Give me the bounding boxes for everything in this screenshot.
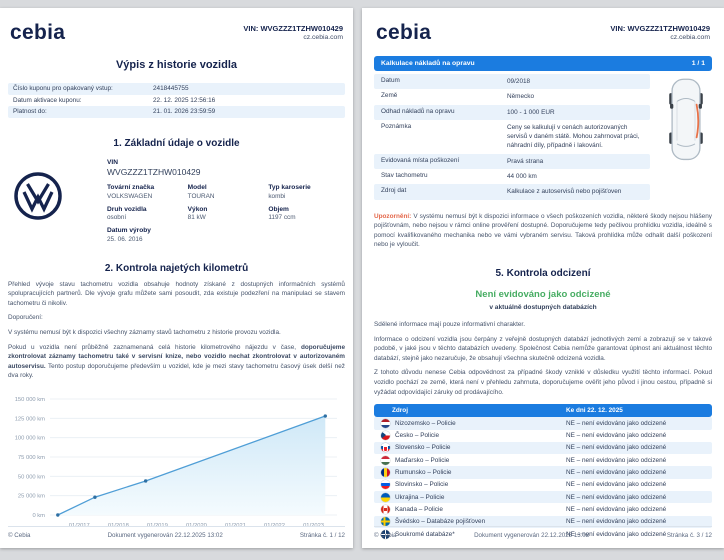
vin-field-label: VIN [107,158,118,166]
vehicle-basic-info [8,159,345,243]
make-logo-block [13,159,107,243]
footer-page-number: Stránka č. 1 / 12 [299,532,345,539]
advice-text-start: Pokud u vozidla není průběžně zaznamenaná celá historie kilometrového nájezdu v čase, [8,343,301,351]
svg-text:01/2021: 01/2021 [224,522,246,529]
cebia-logo: cebia [10,21,66,44]
calc-row-value: Ceny se kalkulují v cenách autorizovaných servisů v daném státě. Mohou zahrnovat práci, náhradní díly, případně i lakování. [507,123,640,150]
coupon-row-label: Platnost do: [13,108,47,116]
theft-row-result: NE – není evidováno jako odcizené [566,505,667,513]
vehicle-field-value: TOURAN [187,192,215,200]
vehicle-field [107,206,182,222]
theft-row-country: Slovensko – Policie [395,444,451,452]
theft-paragraph-2: Informace o odcizení vozidla jsou čerpány z veřejně dostupných databází jednotlivých zemí a zobrazují se v takové podobě, v jaké jsou v těchto databázích uvedeny. Společnost Cebia nemůže garantovat úplnost ani aktuálnost těchto databází, stejně jako nezaručuje, že obsahují všechna skutečně odcizená vozidla. [374,335,712,362]
vehicle-fields-grid [107,184,343,243]
theft-row-source [374,456,566,465]
calc-row-value: 09/2018 [507,78,531,85]
theft-row-country: Slovinsko – Policie [395,481,449,489]
mileage-note-paragraph: V systému nemusí být k dispozici všechny záznamy stavů tachometru z historie provozu vozidla. [8,328,281,336]
calc-row [374,169,650,184]
calc-row [374,105,650,120]
theft-row-country: Kanada – Policie [395,505,443,513]
vehicle-field-value: VOLKSWAGEN [107,192,153,200]
damage-warning-paragraph [374,212,712,250]
coupon-row [8,83,345,95]
vehicle-field-value: kombi [268,192,286,200]
theft-row-source [374,480,566,489]
calc-row-label: Odhad nákladů na opravu [381,107,455,115]
vehicle-field-value: 1197 ccm [268,214,296,221]
vehicle-field [268,206,343,222]
theft-table-row [374,442,712,454]
theft-paragraph-1: Sdělené informace mají pouze informativní charakter. [374,320,525,328]
theft-row-result: NE – není evidováno jako odcizené [566,481,667,489]
ro-flag-icon [381,468,390,477]
theft-table-row [374,417,712,429]
coupon-info-table [8,83,345,118]
svg-text:01/2022: 01/2022 [264,522,286,529]
calc-row [374,154,650,169]
sk-flag-icon [381,443,390,452]
theft-row-source [374,468,566,477]
theft-paragraph-3: Z tohoto důvodu nenese Cebia odpovědnost za případné škody vzniklé v důsledku využití těchto informací. Pokud vozidlo pochází ze země, která není v přehledu zahrnuta, doporučujeme ověřit jeho původ i jinou cestou, případně si vyžádat odpovídající záruky od prodávajícího. [374,369,712,396]
vehicle-field [107,184,182,200]
theft-row-country: Soukromé databáze* [395,530,455,538]
calc-row-value: Pravá strana [507,157,544,165]
footer-generated: Dokument vygenerován 22.12.2025 13:02 [474,532,590,539]
vehicle-field-label: Typ karoserie [268,184,311,191]
calc-row-label: Stav tachometru [381,171,428,179]
calc-row-label: Evidovaná místa poškození [381,156,460,164]
theft-row-source [374,431,566,440]
theft-status-subtitle: v aktuálně dostupných databázích [489,303,597,311]
calc-row [374,184,650,199]
section5-heading: 5. Kontrola odcizení [495,267,591,279]
header-vin: VIN: WVGZZZ1TZHW010429 [610,24,710,33]
vw-logo-icon [13,171,63,221]
theft-row-result: NE – není evidováno jako odcizené [566,444,667,452]
repair-calc-table [374,74,650,200]
theft-status: Není evidováno jako odcizené [475,288,611,300]
coupon-row [8,95,345,107]
svg-text:01/2020: 01/2020 [185,522,207,529]
svg-text:01/2018: 01/2018 [107,522,129,529]
theft-row-source [374,419,566,428]
theft-row-result: NE – není evidováno jako odcizené [566,493,667,501]
warning-text: V systému nemusí být k dispozici informace o všech poškozeních vozidla, některé škody nejsou hlášeny pojišťovnám, nebo nejsou v rámci online prověření dostupné. Doporučujeme tedy pečlivou prohlídku vozidla, ideálně s pomocí kvalifikovaného mechanika nebo ve vámi vybraném servisu. Taková prohlídka může odhalit další poškození nebo je vyloučit. [374,212,712,249]
theft-col-date: Ke dni 22. 12. 2025 [566,407,623,415]
svg-text:01/2019: 01/2019 [146,522,168,529]
ca-flag-icon [381,505,390,514]
page3-footer [374,526,712,539]
cz-flag-icon [381,431,390,440]
theft-row-country: Švédsko – Databáze pojišťoven [395,518,486,526]
theft-row-country: Rumunsko – Policie [395,469,452,477]
repair-calc-title: Kalkulace nákladů na opravu [381,60,475,67]
theft-row-country: Maďarsko – Policie [395,456,450,464]
calc-row-label: Poznámka [381,122,412,130]
calc-row [374,120,650,154]
calc-row [374,89,650,104]
svg-text:75 000 km: 75 000 km [17,454,45,461]
coupon-row-value: 2418445755 [153,85,189,93]
coupon-row-value: 22. 12. 2025 12:56:16 [153,96,216,104]
vin-field-value: WVGZZZ1TZHW010429 [107,167,201,177]
page-1 [0,8,353,548]
theft-row-source [374,505,566,514]
theft-row-result: NE – není evidováno jako odcizené [566,432,667,440]
advice-text-bold: doporučujeme zkontrolovat záznamy tachometru také v servisní knize, nebo vozidlo nechat zkontrolovat v autorizovaném autoservisu. [8,343,345,370]
si-flag-icon [381,480,390,489]
recommendation-label: Doporučení: [8,314,43,322]
repair-calc-page-count: 1 / 1 [691,60,705,67]
coupon-row-label: Datum aktivace kuponu: [13,96,82,104]
cebia-logo: cebia [376,21,432,44]
theft-table [374,417,712,540]
vehicle-field [188,206,263,222]
theft-table-row [374,430,712,442]
theft-table-row [374,503,712,515]
calc-row-label: Zdroj dat [381,187,407,195]
section1-heading: 1. Základní údaje o vozidle [113,137,240,149]
ua-flag-icon [381,493,390,502]
page-3 [362,8,724,548]
header-site: cz.cebia.com [670,34,710,41]
vehicle-field-value: 81 kW [187,214,206,221]
theft-row-source [374,517,566,526]
nl-flag-icon [381,419,390,428]
theft-table-row [374,466,712,478]
page-title: Výpis z historie vozidla [115,59,238,71]
theft-row-country: Ukrajina – Policie [395,493,445,501]
calc-row-value: 44 000 km [507,172,537,180]
theft-row-country: Nizozemsko – Policie [395,419,456,427]
header-vin: VIN: WVGZZZ1TZHW010429 [243,24,343,33]
footer-generated: Dokument vygenerován 22.12.2025 13:02 [107,532,223,539]
vehicle-field-label: Model [187,184,207,191]
calc-row-value: Německo [507,93,534,101]
vehicle-field-label: Datum výroby [107,227,151,234]
theft-table-row [374,454,712,466]
vehicle-field [268,184,343,200]
calc-row-label: Země [381,92,398,100]
theft-row-result: NE – není evidováno jako odcizené [566,469,667,477]
vehicle-field [107,227,182,243]
svg-text:150 000 km: 150 000 km [14,396,45,403]
coupon-row-value: 21. 01. 2026 23:59:59 [153,108,216,116]
svg-text:01/2017: 01/2017 [68,522,90,529]
theft-row-source [374,443,566,452]
page1-footer [8,526,345,539]
se-flag-icon [381,517,390,526]
calc-row [374,74,650,89]
svg-text:01/2023: 01/2023 [303,522,325,529]
page3-header [376,22,710,43]
theft-row-result: NE – není evidováno jako odcizené [566,456,667,464]
vehicle-field-label: Objem [268,205,289,213]
theft-col-source: Zdroj [392,407,408,415]
svg-text:125 000 km: 125 000 km [14,416,45,423]
vehicle-fields [107,159,345,243]
section2-heading: 2. Kontrola najetých kilometrů [104,262,249,274]
theft-row-source [374,493,566,502]
coupon-row [8,106,345,118]
footer-copyright: © Cebia [374,532,397,539]
svg-text:25 000 km: 25 000 km [17,493,45,500]
footer-copyright: © Cebia [8,532,31,539]
footer-page-number: Stránka č. 3 / 12 [666,532,712,539]
theft-row-result: NE – není evidováno jako odcizené [566,530,667,538]
theft-row-result: NE – není evidováno jako odcizené [566,518,667,526]
header-vin-block [243,22,343,41]
theft-table-row [374,491,712,503]
vehicle-field-value: 25. 06. 2016 [107,235,143,243]
theft-table-row [374,479,712,491]
vehicle-field-label: Výkon [187,205,208,213]
vehicle-field-label: Tovární značka [107,184,155,191]
vin-field [107,159,343,178]
advice-text-end: Tento postup doporučujeme především u vozidel, kde je mezi stavy tachometru časový úsek delší než dva roky. [8,362,345,380]
hu-flag-icon [381,456,390,465]
mileage-intro-paragraph: Přehled vývoje stavu tachometru vozidla obsahuje hodnoty získané z dostupných informačních systémů spolupracujících partnerů. Dle vývoje grafu můžete sami posoudit, zda existuje podezření na manipulaci se stavem tachometru či nikoliv. [8,280,345,307]
mileage-chart [8,391,345,531]
header-site: cz.cebia.com [303,34,343,41]
svg-text:100 000 km: 100 000 km [14,435,45,442]
vehicle-field [188,184,263,200]
svg-text:50 000 km: 50 000 km [17,474,45,481]
svg-text:0 km: 0 km [32,512,45,519]
calc-row-value: Kalkulace z autoservisů nebo pojišťoven [507,188,622,196]
theft-row-country: Česko – Policie [395,432,440,440]
calc-row-value: 100 - 1 000 EUR [507,108,555,116]
warning-label: Upozornění: [374,212,412,220]
car-damage-diagram [668,70,704,172]
mileage-advice-paragraph [8,343,345,381]
vehicle-field-label: Druh vozidla [107,205,147,213]
vehicle-field-value: osobní [107,214,127,221]
repair-calc-header-bar [374,56,712,71]
coupon-row-label: Číslo kuponu pro opakovaný vstup: [13,85,113,93]
theft-table-header [374,404,712,417]
theft-row-result: NE – není evidováno jako odcizené [566,419,667,427]
page1-header [10,22,343,43]
calc-row-label: Datum [381,77,400,84]
header-vin-block [610,22,710,41]
